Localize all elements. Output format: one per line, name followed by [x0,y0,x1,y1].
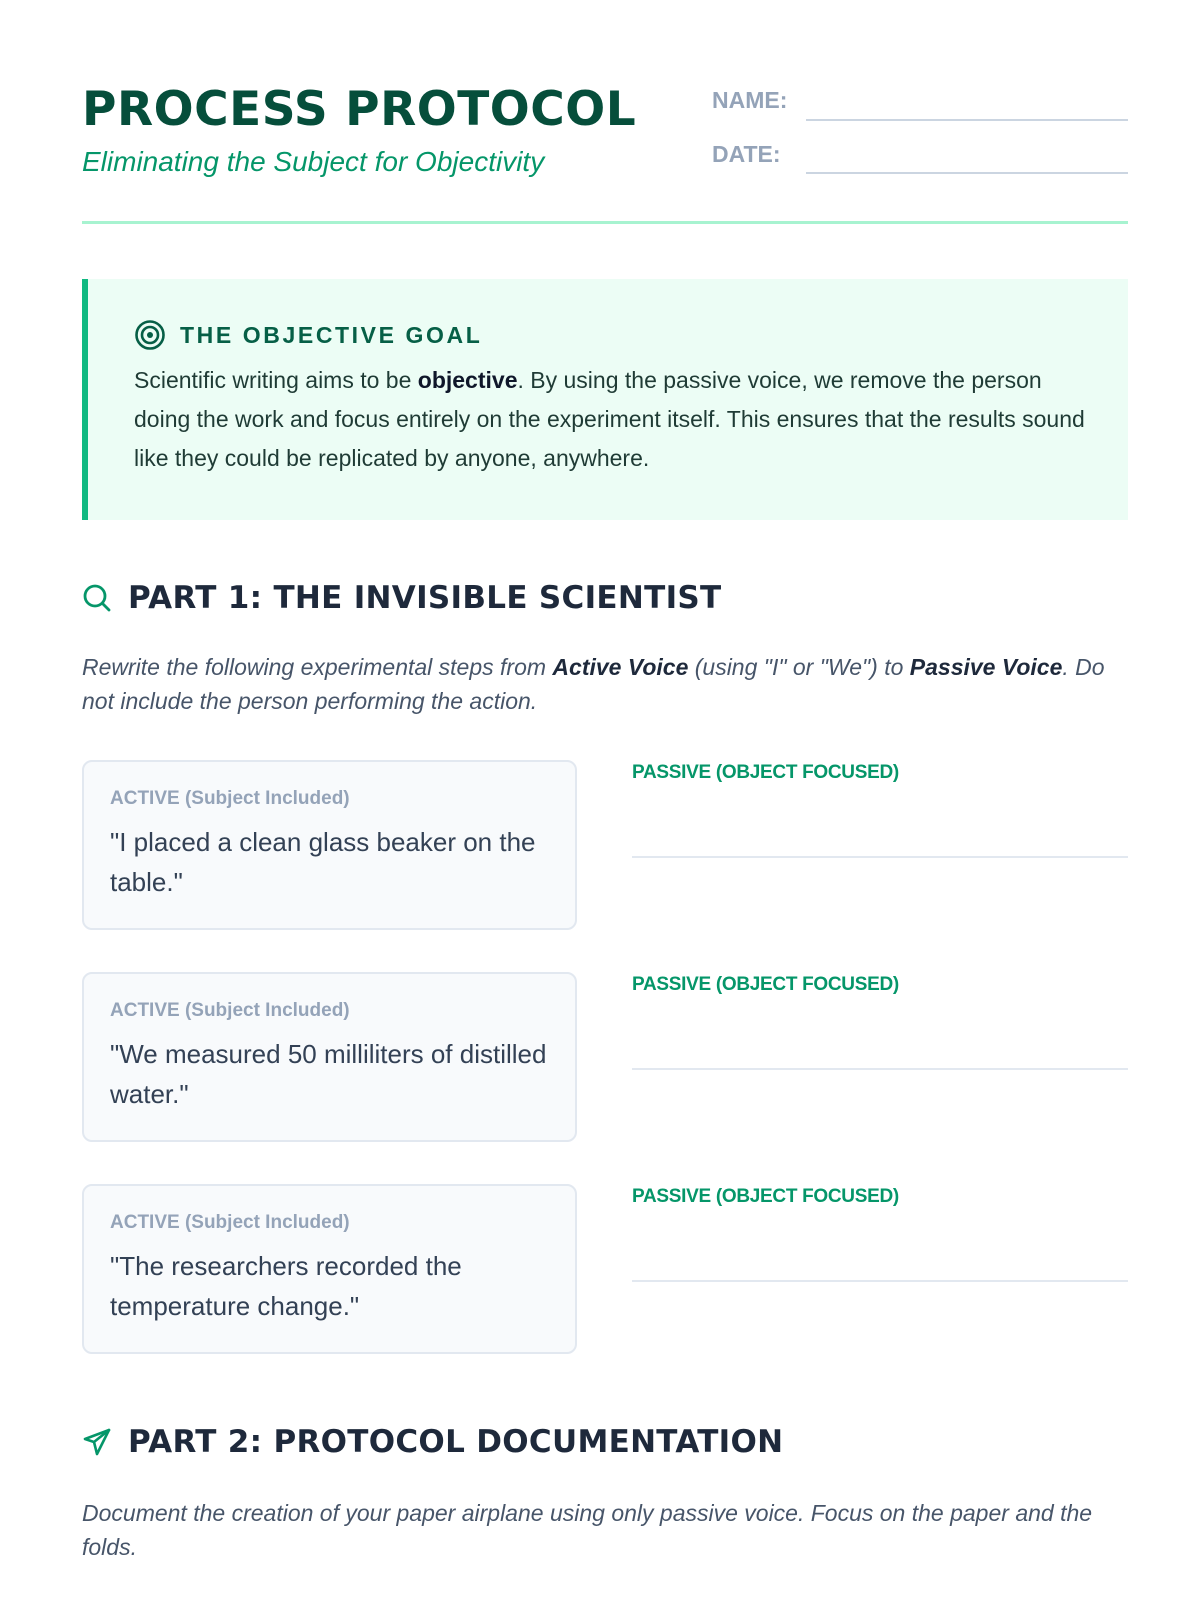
passive-answer-line[interactable] [632,856,1128,858]
header-divider [82,221,1128,224]
name-label: NAME: [712,87,788,113]
part1-heading [82,580,722,616]
instructions-part: . Do not include the person performing the action. [82,654,1105,714]
goal-text [134,361,1094,478]
passive-answer-line[interactable] [632,1280,1128,1282]
part2-instructions: Document the creation of your paper airplane using only passive voice. Focus on the paper and the folds. [82,1500,1093,1560]
active-label: ACTIVE (Subject Included) [110,788,350,809]
goal-text-bold: objective [417,367,518,393]
part1-instructions [82,650,1128,718]
passive-label: PASSIVE (OBJECT FOCUSED) [632,1186,899,1207]
instructions-bold: Active Voice [552,654,689,680]
part1-title: PART 1: THE INVISIBLE SCIENTIST [128,580,722,616]
active-sentence-card [82,1184,577,1354]
active-sentence-card [82,972,577,1142]
date-label: DATE: [712,141,781,167]
page-subtitle: Eliminating the Subject for Objectivity [82,146,545,177]
target-icon [134,319,166,351]
goal-text-part: Scientific writing aims to be [134,367,418,393]
instructions-bold: Passive Voice [909,654,1063,680]
active-sentence: "I placed a clean glass beaker on the table." [110,827,536,897]
goal-title: THE OBJECTIVE GOAL [180,321,483,348]
objective-goal-box [82,279,1128,520]
passive-label: PASSIVE (OBJECT FOCUSED) [632,762,899,783]
instructions-part: Rewrite the following experimental steps from [82,654,553,680]
passive-answer-line[interactable] [632,1068,1128,1070]
goal-text-part: . By using the passive voice, we remove the person doing the work and focus entirely on the experiment itself. This ensures that the results sound like they could be replicated by anyone, anywhere. [134,367,1085,471]
part2-heading [82,1424,783,1460]
active-sentence: "We measured 50 milliliters of distilled water." [110,1039,547,1109]
page-title: PROCESS PROTOCOL [82,82,637,137]
search-icon [82,583,112,613]
goal-heading [134,319,482,351]
instructions-part: (using "I" or "We") to [688,654,910,680]
paper-plane-icon [82,1427,112,1457]
part2-title: PART 2: PROTOCOL DOCUMENTATION [128,1424,784,1460]
date-field-line[interactable] [806,172,1128,174]
active-sentence: "The researchers recorded the temperature change." [110,1251,462,1321]
name-field-line[interactable] [806,119,1128,121]
active-label: ACTIVE (Subject Included) [110,1212,350,1233]
active-sentence-card [82,760,577,930]
passive-label: PASSIVE (OBJECT FOCUSED) [632,974,899,995]
active-label: ACTIVE (Subject Included) [110,1000,350,1021]
